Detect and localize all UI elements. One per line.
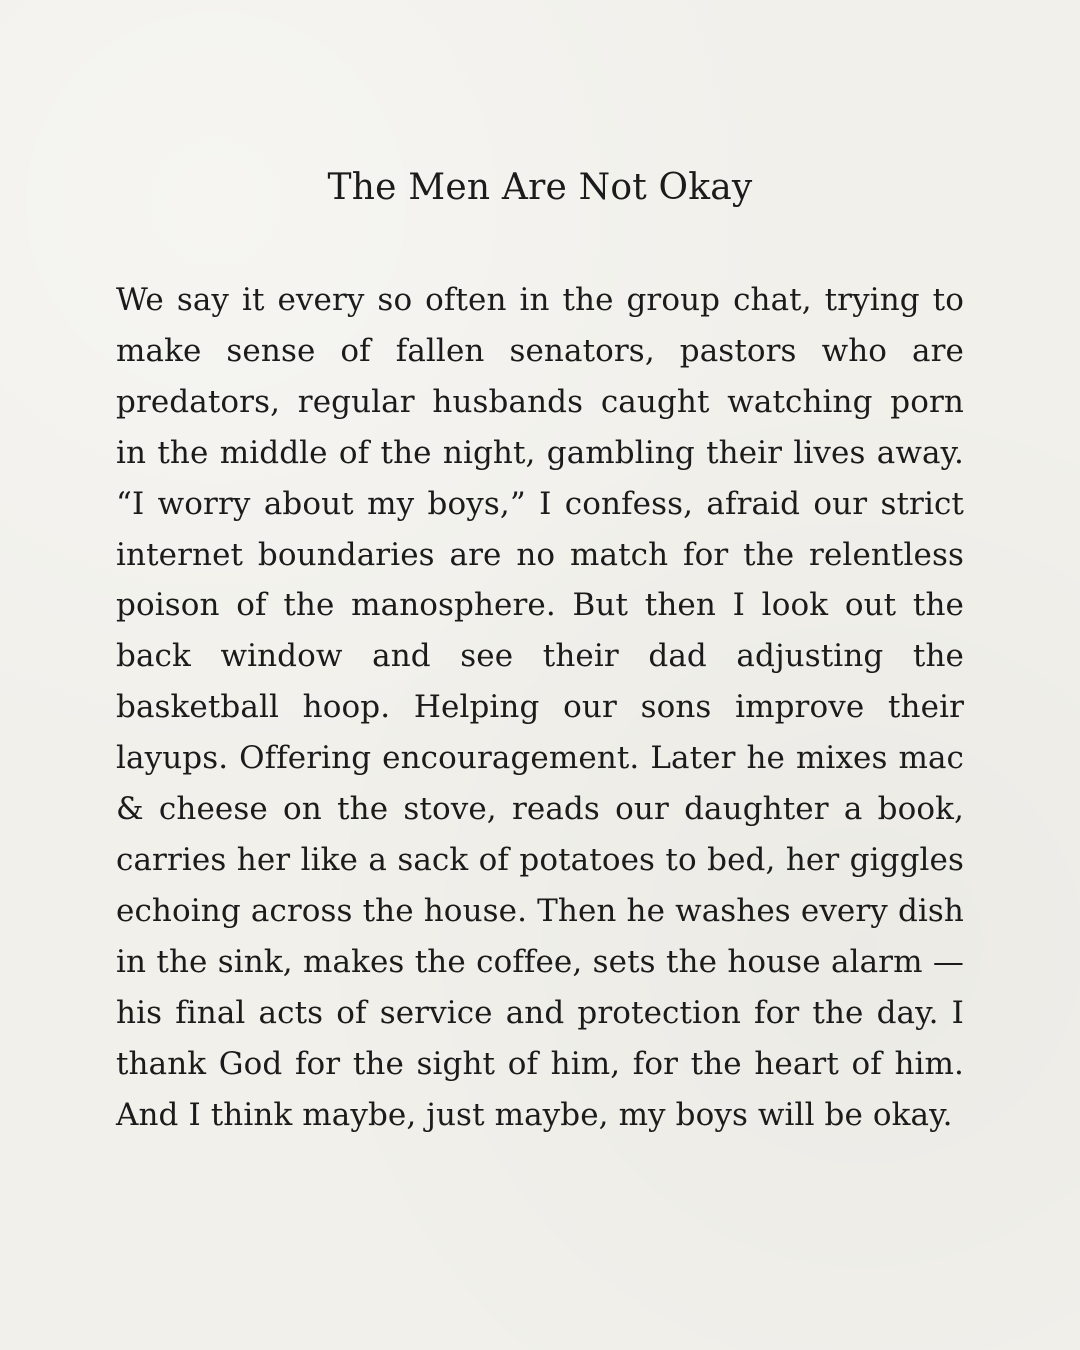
essay-title: The Men Are Not Okay [327, 167, 753, 208]
essay-paragraph: We say it every so often in the group chat, trying to make sense of fallen senators, pastors who are predators, regular husbands caught watching porn in the middle of the night, gambling their lives away. “I worry about my boys,” I confess, afraid our strict internet boundaries are no match for the relentless poison of the manosphere. But then I look out the back window and see their dad adjusting the basketball hoop. Helping our sons improve their layups. Offering encouragement. Later he mixes mac & cheese on the stove, reads our daughter a book, carries her like a sack of potatoes to bed, her giggles echoing across the house. Then he washes every dish in the sink, makes the coffee, sets the house alarm — his final acts of service and protection for the day. I thank God for the sight of him, for the heart of him. And I think maybe, just maybe, my boys will be okay. [116, 282, 964, 1133]
